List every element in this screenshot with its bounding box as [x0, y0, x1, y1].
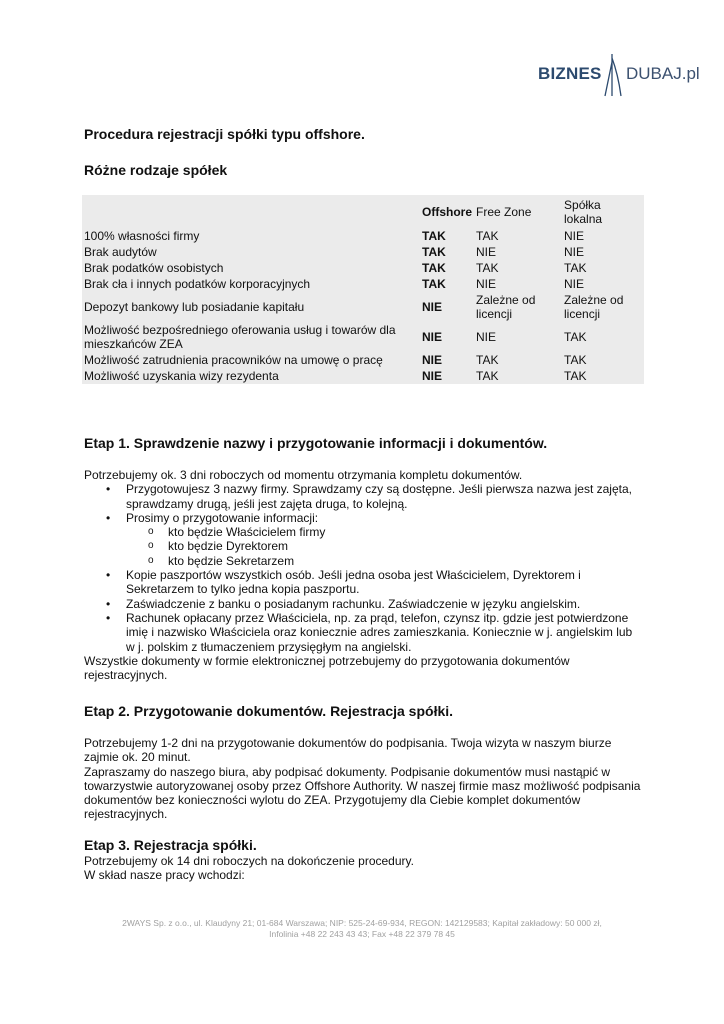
etap3-paragraph-2: W skład nasze pracy wchodzi:	[84, 868, 245, 883]
table-cell: Możliwość zatrudnienia pracowników na umowę o pracę	[84, 353, 383, 367]
table-row	[82, 228, 644, 244]
etap2-paragraph-1: Potrzebujemy 1-2 dni na przygotowanie dokumentów do podpisania. Twoja wizyta w naszym biurze zajmie ok. 20 minut.	[84, 736, 612, 765]
list-item: • Przygotowujesz 3 nazwy firmy. Sprawdzamy czy są dostępne. Jeśli pierwsza nazwa jest zajęta, sprawdzamy drugą, jeśli jest zajęta druga, to kolejną.	[126, 482, 644, 511]
etap1-heading: Etap 1. Sprawdzenie nazwy i przygotowanie informacji i dokumentów.	[84, 435, 548, 451]
header-cell: Free Zone	[476, 205, 532, 219]
page-footer	[0, 918, 724, 940]
table-cell: TAK	[422, 245, 446, 259]
table-cell: TAK	[476, 261, 499, 275]
table-cell: TAK	[422, 261, 446, 275]
logo-text-biznes: BIZNES	[538, 64, 602, 83]
company-logo	[536, 50, 706, 100]
table-row	[82, 244, 644, 260]
table-cell: 100% własności firmy	[84, 229, 200, 243]
list-item: o kto będzie Właścicielem firmy	[168, 525, 644, 539]
etap1-list	[84, 482, 644, 654]
table-cell: NIE	[476, 330, 497, 344]
table-cell: TAK	[564, 369, 587, 383]
etap3-paragraph-1: Potrzebujemy ok 14 dni roboczych na dokończenie procedury.	[84, 854, 414, 868]
table-cell: Brak podatków osobistych	[84, 261, 224, 275]
table-cell: Brak audytów	[84, 245, 157, 259]
table-cell: NIE	[564, 229, 585, 243]
section-subtitle: Różne rodzaje spółek	[84, 162, 228, 178]
etap1-intro: Potrzebujemy ok. 3 dni roboczych od momentu otrzymania kompletu dokumentów.	[84, 468, 523, 482]
footer-line-2: Infolinia +48 22 243 43 43; Fax +48 22 379 78 45	[269, 929, 455, 939]
header-cell: Spółka lokalna	[564, 198, 603, 226]
list-item: o kto będzie Sekretarzem	[168, 554, 644, 568]
tower-icon	[599, 52, 625, 98]
table-cell: TAK	[564, 353, 587, 367]
header-cell: Offshore	[422, 205, 473, 219]
etap1-sublist	[126, 525, 644, 568]
etap1-outro: Wszystkie dokumenty w formie elektronicznej potrzebujemy do przygotowania dokumentów rejestracyjnych.	[84, 653, 570, 683]
table-row	[82, 352, 644, 368]
table-cell: Zależne od licencji	[564, 293, 624, 321]
table-cell: TAK	[564, 330, 587, 344]
table-cell: NIE	[564, 245, 585, 259]
table-cell: NIE	[422, 353, 443, 367]
etap1-section	[84, 434, 644, 682]
document-title: Procedura rejestracji spółki typu offshore.	[84, 126, 365, 142]
footer-line-1: 2WAYS Sp. z o.o., ul. Klaudyny 21; 01-684 Warszawa; NIP: 525-24-69-934, REGON: 142129583; Kapitał zakładowy: 50 000 zł,	[122, 918, 602, 928]
table-cell: NIE	[476, 245, 497, 259]
table-header-row	[82, 195, 644, 228]
table-cell: Możliwość bezpośredniego oferowania usług i towarów dla mieszkańców ZEA	[84, 323, 396, 351]
table-cell: NIE	[476, 277, 497, 291]
table-cell: TAK	[422, 277, 446, 291]
table-row	[82, 276, 644, 292]
list-item: • Kopie paszportów wszystkich osób. Jeśli jedna osoba jest Właścicielem, Dyrektorem i Sekretarzem to tylko jedna kopia paszportu.	[126, 568, 644, 597]
list-item	[126, 511, 644, 568]
table-cell: TAK	[422, 229, 446, 243]
list-item-text: Prosimy o przygotowanie informacji:	[126, 510, 319, 525]
table-cell: NIE	[422, 330, 443, 344]
etap2-heading: Etap 2. Przygotowanie dokumentów. Rejestracja spółki.	[84, 703, 454, 719]
table-cell: NIE	[422, 369, 443, 383]
table-cell: TAK	[564, 261, 587, 275]
logo-text-dubaj: DUBAJ.pl	[626, 64, 700, 83]
etap3-heading: Etap 3. Rejestracja spółki.	[84, 837, 257, 853]
list-item: • Zaświadczenie z banku o posiadanym rachunku. Zaświadczenie w języku angielskim.	[126, 597, 644, 611]
etap3-section	[84, 836, 644, 883]
table-cell: TAK	[476, 353, 499, 367]
table-cell: NIE	[422, 300, 443, 314]
table-cell: TAK	[476, 369, 499, 383]
company-types-table	[82, 195, 644, 384]
etap2-section	[84, 702, 644, 822]
table-cell: Zależne od licencji	[476, 293, 536, 321]
table-cell: Możliwość uzyskania wizy rezydenta	[84, 369, 279, 383]
header-cell	[82, 195, 420, 228]
list-item: • Rachunek opłacany przez Właściciela, np. za prąd, telefon, czynsz itp. gdzie jest potwierdzone imię i nazwisko Właściciela oraz koniecznie adres zamieszkania. Koniecznie w j. angielskim lub w j. polskim z tłumaczeniem przysięgłym na angielski.	[126, 611, 644, 654]
table-row	[82, 292, 644, 322]
table-cell: Depozyt bankowy lub posiadanie kapitału	[84, 300, 305, 314]
table-cell: NIE	[564, 277, 585, 291]
table-cell: TAK	[476, 229, 499, 243]
table-row	[82, 368, 644, 384]
table-cell: Brak cła i innych podatków korporacyjnych	[84, 277, 311, 291]
list-item: o kto będzie Dyrektorem	[168, 539, 644, 553]
table-row	[82, 260, 644, 276]
table-row	[82, 322, 644, 352]
etap2-paragraph-2: Zapraszamy do naszego biura, aby podpisać dokumenty. Podpisanie dokumentów musi nastąpić w towarzystwie autoryzowanej osoby przez Offshore Authority. W naszej firmie masz możliwość podpisania dokumentów bez konieczności wylotu do ZEA. Przygotujemy dla Ciebie komplet dokumentów rejestracyjnych.	[84, 764, 641, 822]
